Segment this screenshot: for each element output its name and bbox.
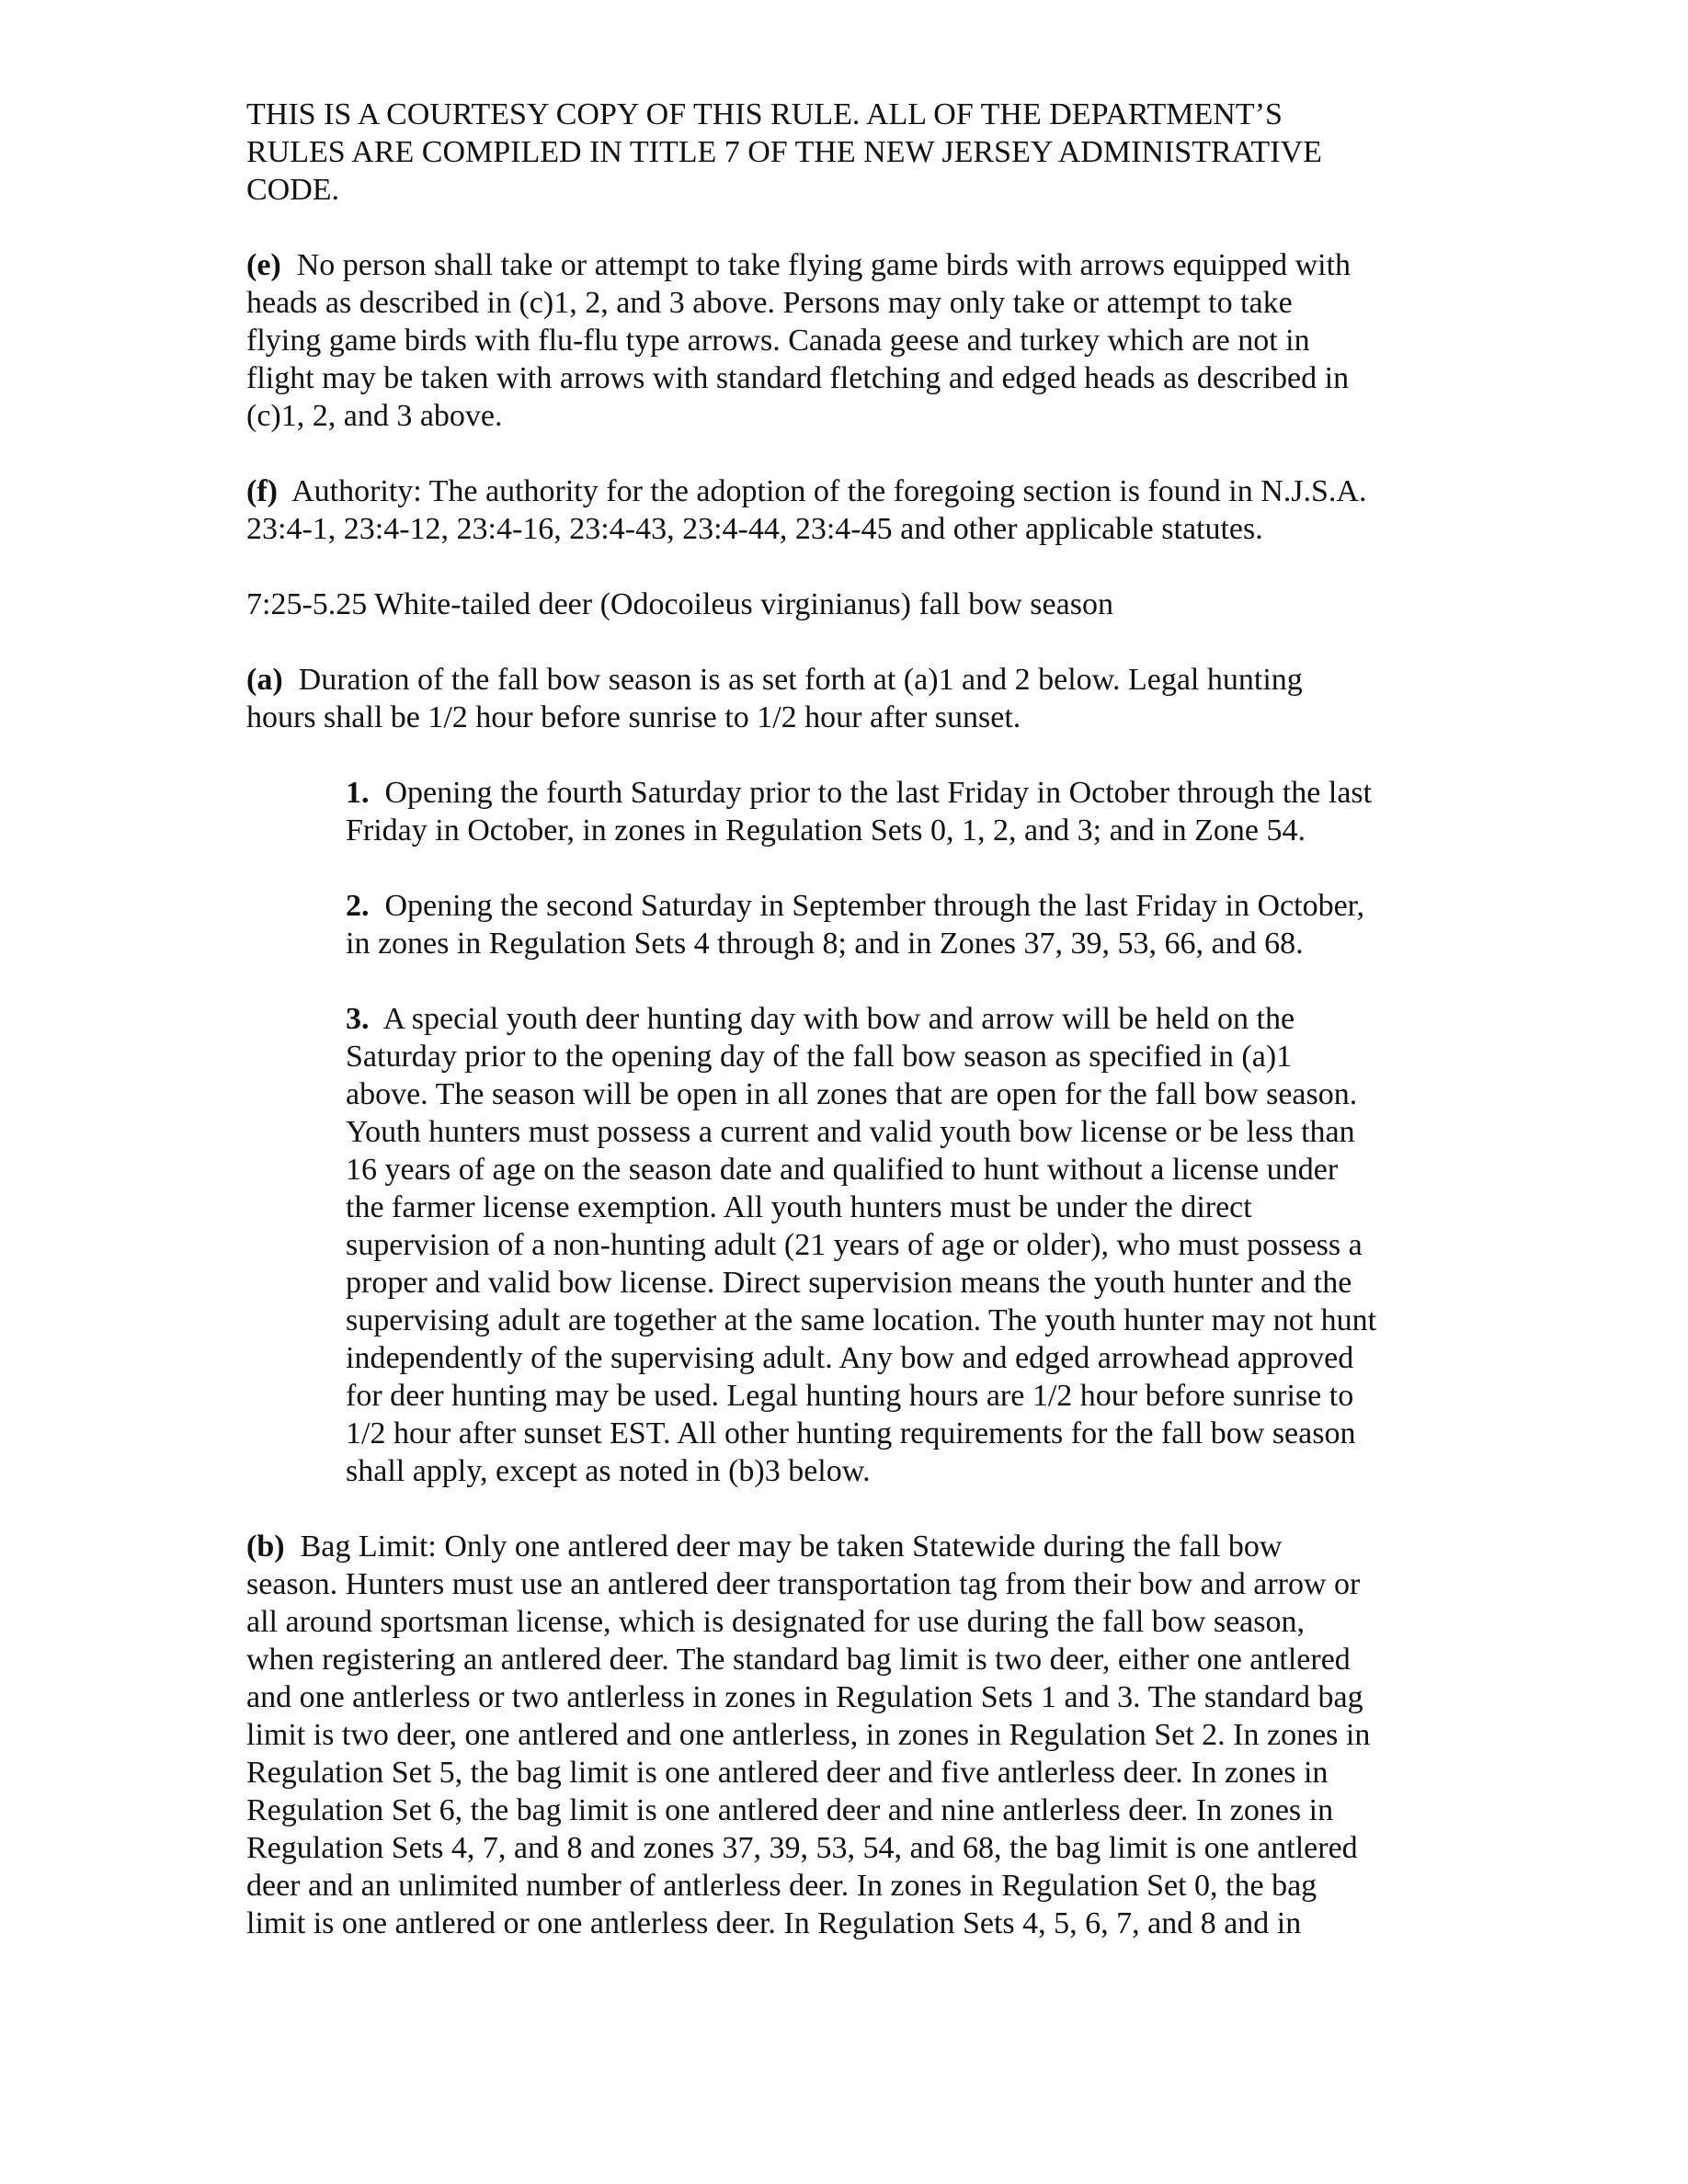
list-item-line: the farmer license exemption. All youth hunters must be under the direct <box>346 1190 1252 1224</box>
list-item-label: 3. <box>346 1002 370 1036</box>
list-item-line: for deer hunting may be used. Legal hunting hours are 1/2 hour before sunrise to <box>346 1379 1354 1413</box>
paragraph-line: 23:4-1, 23:4-12, 23:4-16, 23:4-43, 23:4-44, 23:4-45 and other applicable statutes. <box>246 512 1263 546</box>
header-line: RULES ARE COMPILED IN TITLE 7 OF THE NEW JERSEY ADMINISTRATIVE <box>246 135 1322 169</box>
paragraph-line: Regulation Set 6, the bag limit is one antlered deer and nine antlerless deer. In zones in <box>246 1793 1334 1827</box>
paragraph-line: hours shall be 1/2 hour before sunrise to 1/2 hour after sunset. <box>246 700 1021 734</box>
paragraph-label: (b) <box>246 1530 285 1564</box>
paragraph-f <box>246 472 1442 548</box>
paragraph-line: limit is two deer, one antlered and one antlerless, in zones in Regulation Set 2. In zones in <box>246 1718 1371 1752</box>
list-item-line: 1/2 hour after sunset EST. All other hunting requirements for the fall bow season <box>346 1416 1356 1450</box>
paragraph-line: season. Hunters must use an antlered deer transportation tag from their bow and arrow or <box>246 1567 1361 1601</box>
list-item-text: Opening the second Saturday in September through the last Friday in October, <box>384 889 1365 923</box>
paragraph-label: (e) <box>246 248 281 282</box>
paragraph-line: (c)1, 2, and 3 above. <box>246 399 503 433</box>
paragraph-line: flying game birds with flu-flu type arrows. Canada geese and turkey which are not in <box>246 324 1310 358</box>
document-page <box>246 96 1442 1980</box>
paragraph-line: limit is one antlered or one antlerless deer. In Regulation Sets 4, 5, 6, 7, and 8 and in <box>246 1906 1302 1940</box>
paragraph-b <box>246 1528 1442 1942</box>
paragraph-line: flight may be taken with arrows with standard fletching and edged heads as described in <box>246 361 1350 395</box>
list-item-text: Opening the fourth Saturday prior to the last Friday in October through the last <box>384 776 1373 810</box>
paragraph-line: deer and an unlimited number of antlerless deer. In zones in Regulation Set 0, the bag <box>246 1869 1317 1903</box>
paragraph-text: Duration of the fall bow season is as set forth at (a)1 and 2 below. Legal hunting <box>298 663 1303 697</box>
list-item-line: supervising adult are together at the same location. The youth hunter may not hunt <box>346 1303 1377 1337</box>
list-item-line <box>346 1000 1442 1038</box>
list-item-line: shall apply, except as noted in (b)3 below. <box>346 1454 871 1488</box>
list-item-line: Saturday prior to the opening day of the fall bow season as specified in (a)1 <box>346 1040 1293 1074</box>
paragraph-line <box>246 472 1442 510</box>
paragraph-label: (f) <box>246 474 278 508</box>
paragraph-text: Authority: The authority for the adoption of the foregoing section is found in N.J.S.A. <box>291 474 1367 508</box>
list-item-line: proper and valid bow license. Direct supervision means the youth hunter and the <box>346 1266 1352 1300</box>
courtesy-header <box>246 96 1442 209</box>
paragraph-a <box>246 661 1442 736</box>
section-heading <box>246 586 1442 623</box>
paragraph-text: No person shall take or attempt to take flying game birds with arrows equipped with <box>296 248 1352 282</box>
list-item-line <box>346 774 1442 812</box>
header-line: CODE. <box>246 173 340 207</box>
list-item-line: Youth hunters must possess a current and valid youth bow license or be less than <box>346 1115 1355 1149</box>
list-item-line: in zones in Regulation Sets 4 through 8; and in Zones 37, 39, 53, 66, and 68. <box>346 927 1304 961</box>
list-item-label: 1. <box>346 776 370 810</box>
list-item-text: A special youth deer hunting day with bow and arrow will be held on the <box>382 1002 1295 1036</box>
list-item-line: above. The season will be open in all zones that are open for the fall bow season. <box>346 1077 1358 1111</box>
section-heading-text: 7:25-5.25 White-tailed deer (Odocoileus virginianus) fall bow season <box>246 587 1113 621</box>
list-item-line: 16 years of age on the season date and qualified to hunt without a license under <box>346 1153 1339 1187</box>
paragraph-line: when registering an antlered deer. The standard bag limit is two deer, either one antlered <box>246 1643 1351 1677</box>
list-item-label: 2. <box>346 889 370 923</box>
paragraph-line: and one antlerless or two antlerless in zones in Regulation Sets 1 and 3. The standard bag <box>246 1680 1363 1714</box>
list-item-1 <box>346 774 1442 849</box>
paragraph-line: Regulation Set 5, the bag limit is one antlered deer and five antlerless deer. In zones in <box>246 1756 1329 1790</box>
list-item-line: Friday in October, in zones in Regulation Sets 0, 1, 2, and 3; and in Zone 54. <box>346 813 1306 847</box>
paragraph-line <box>246 246 1442 284</box>
paragraph-line: all around sportsman license, which is designated for use during the fall bow season, <box>246 1605 1306 1639</box>
paragraph-line: heads as described in (c)1, 2, and 3 above. Persons may only take or attempt to take <box>246 286 1293 320</box>
list-item-line: independently of the supervising adult. Any bow and edged arrowhead approved <box>346 1341 1354 1375</box>
paragraph-text: Bag Limit: Only one antlered deer may be taken Statewide during the fall bow <box>300 1530 1283 1564</box>
list-item-line <box>346 887 1442 925</box>
paragraph-label: (a) <box>246 663 283 697</box>
list-item-2 <box>346 887 1442 962</box>
paragraph-line <box>246 1528 1442 1565</box>
paragraph-line <box>246 661 1442 699</box>
header-line: THIS IS A COURTESY COPY OF THIS RULE. ALL OF THE DEPARTMENT’S <box>246 97 1283 131</box>
paragraph-line: Regulation Sets 4, 7, and 8 and zones 37, 39, 53, 54, and 68, the bag limit is one antlered <box>246 1831 1358 1865</box>
list-item-line: supervision of a non-hunting adult (21 years of age or older), who must possess a <box>346 1228 1363 1262</box>
paragraph-e <box>246 246 1442 435</box>
list-item-3 <box>346 1000 1442 1490</box>
